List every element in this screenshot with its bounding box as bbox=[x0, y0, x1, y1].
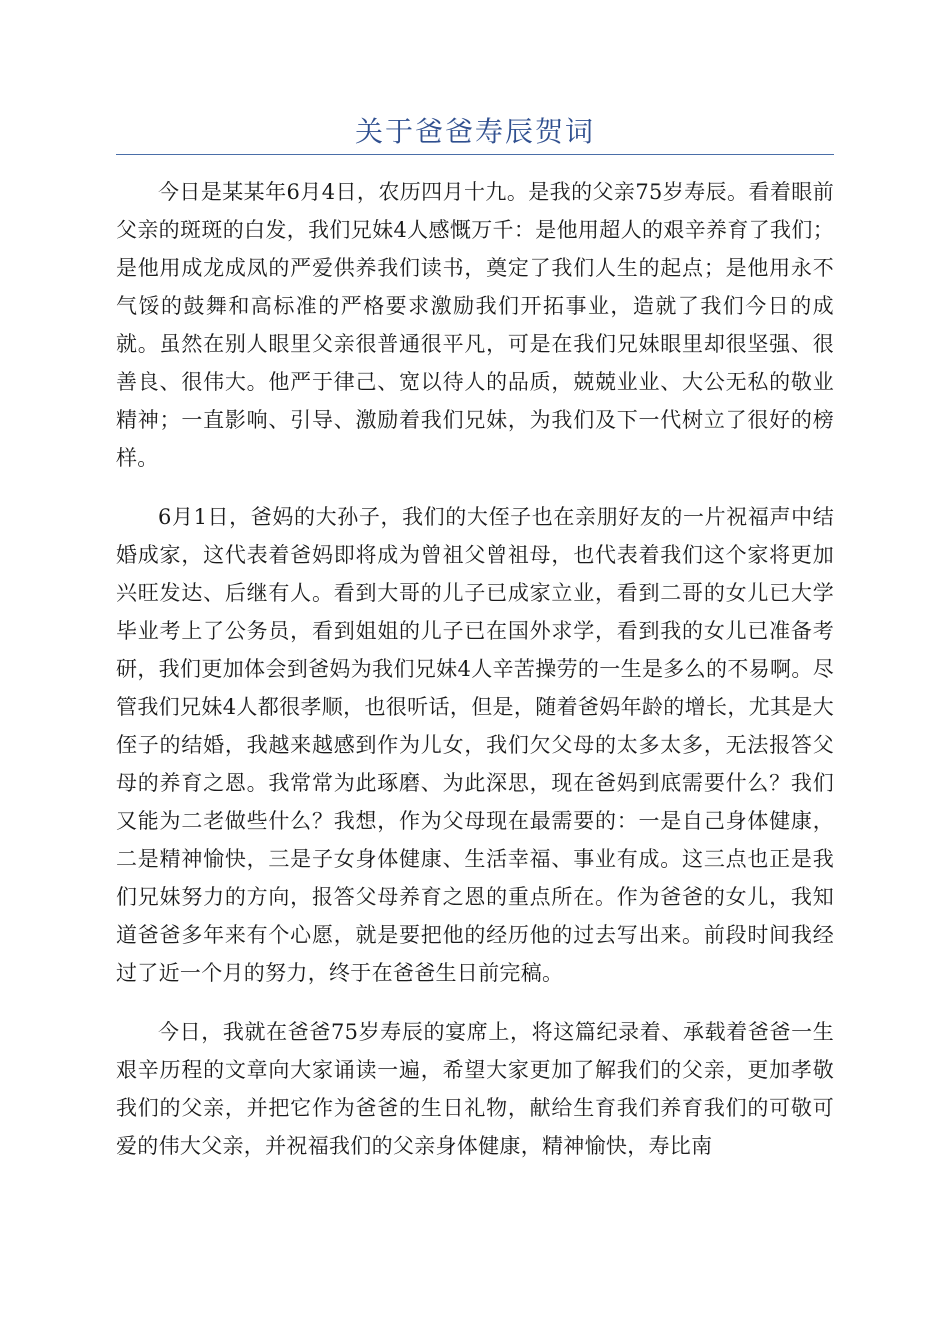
document-body bbox=[116, 173, 834, 1186]
paragraph-1: 今日是某某年6月4日，农历四月十九。是我的父亲75岁寿辰。看着眼前父亲的斑斑的白发，我们兄妹4人感慨万千：是他用超人的艰辛养育了我们；是他用成龙成凤的严爱供养我们读书，奠定了我们人生的起点；是他用永不气馁的鼓舞和高标准的严格要求激励我们开拓事业，造就了我们今日的成就。虽然在别人眼里父亲很普通很平凡，可是在我们兄妹眼里却很坚强、很善良、很伟大。他严于律己、宽以待人的品质，兢兢业业、大公无私的敬业精神；一直影响、引导、激励着我们兄妹，为我们及下一代树立了很好的榜样。 bbox=[116, 180, 834, 470]
title-underline bbox=[116, 154, 834, 155]
paragraph-2: 6月1日，爸妈的大孙子，我们的大侄子也在亲朋好友的一片祝福声中结婚成家，这代表着爸妈即将成为曾祖父曾祖母，也代表着我们这个家将更加兴旺发达、后继有人。看到大哥的儿子已成家立业，看到二哥的女儿已大学毕业考上了公务员，看到姐姐的儿子已在国外求学，看到我的女儿已准备考研，我们更加体会到爸妈为我们兄妹4人辛苦操劳的一生是多么的不易啊。尽管我们兄妹4人都很孝顺，也很听话，但是，随着爸妈年龄的增长，尤其是大侄子的结婚，我越来越感到作为儿女，我们欠父母的太多太多，无法报答父母的养育之恩。我常常为此琢磨、为此深思，现在爸妈到底需要什么？我们又能为二老做些什么？我想，作为父母现在最需要的：一是自己身体健康，二是精神愉快，三是子女身体健康、生活幸福、事业有成。这三点也正是我们兄妹努力的方向，报答父母养育之恩的重点所在。作为爸爸的女儿，我知道爸爸多年来有个心愿，就是要把他的经历他的过去写出来。前段时间我经过了近一个月的努力，终于在爸爸生日前完稿。 bbox=[116, 505, 834, 985]
document-title: 关于爸爸寿辰贺词 bbox=[354, 115, 595, 148]
paragraph-3: 今日，我就在爸爸75岁寿辰的宴席上，将这篇纪录着、承载着爸爸一生艰辛历程的文章向大家诵读一遍，希望大家更加了解我们的父亲，更加孝敬我们的父亲，并把它作为爸爸的生日礼物，献给生育我们养育我们的可敬可爱的伟大父亲，并祝福我们的父亲身体健康，精神愉快，寿比南 bbox=[116, 1020, 834, 1158]
